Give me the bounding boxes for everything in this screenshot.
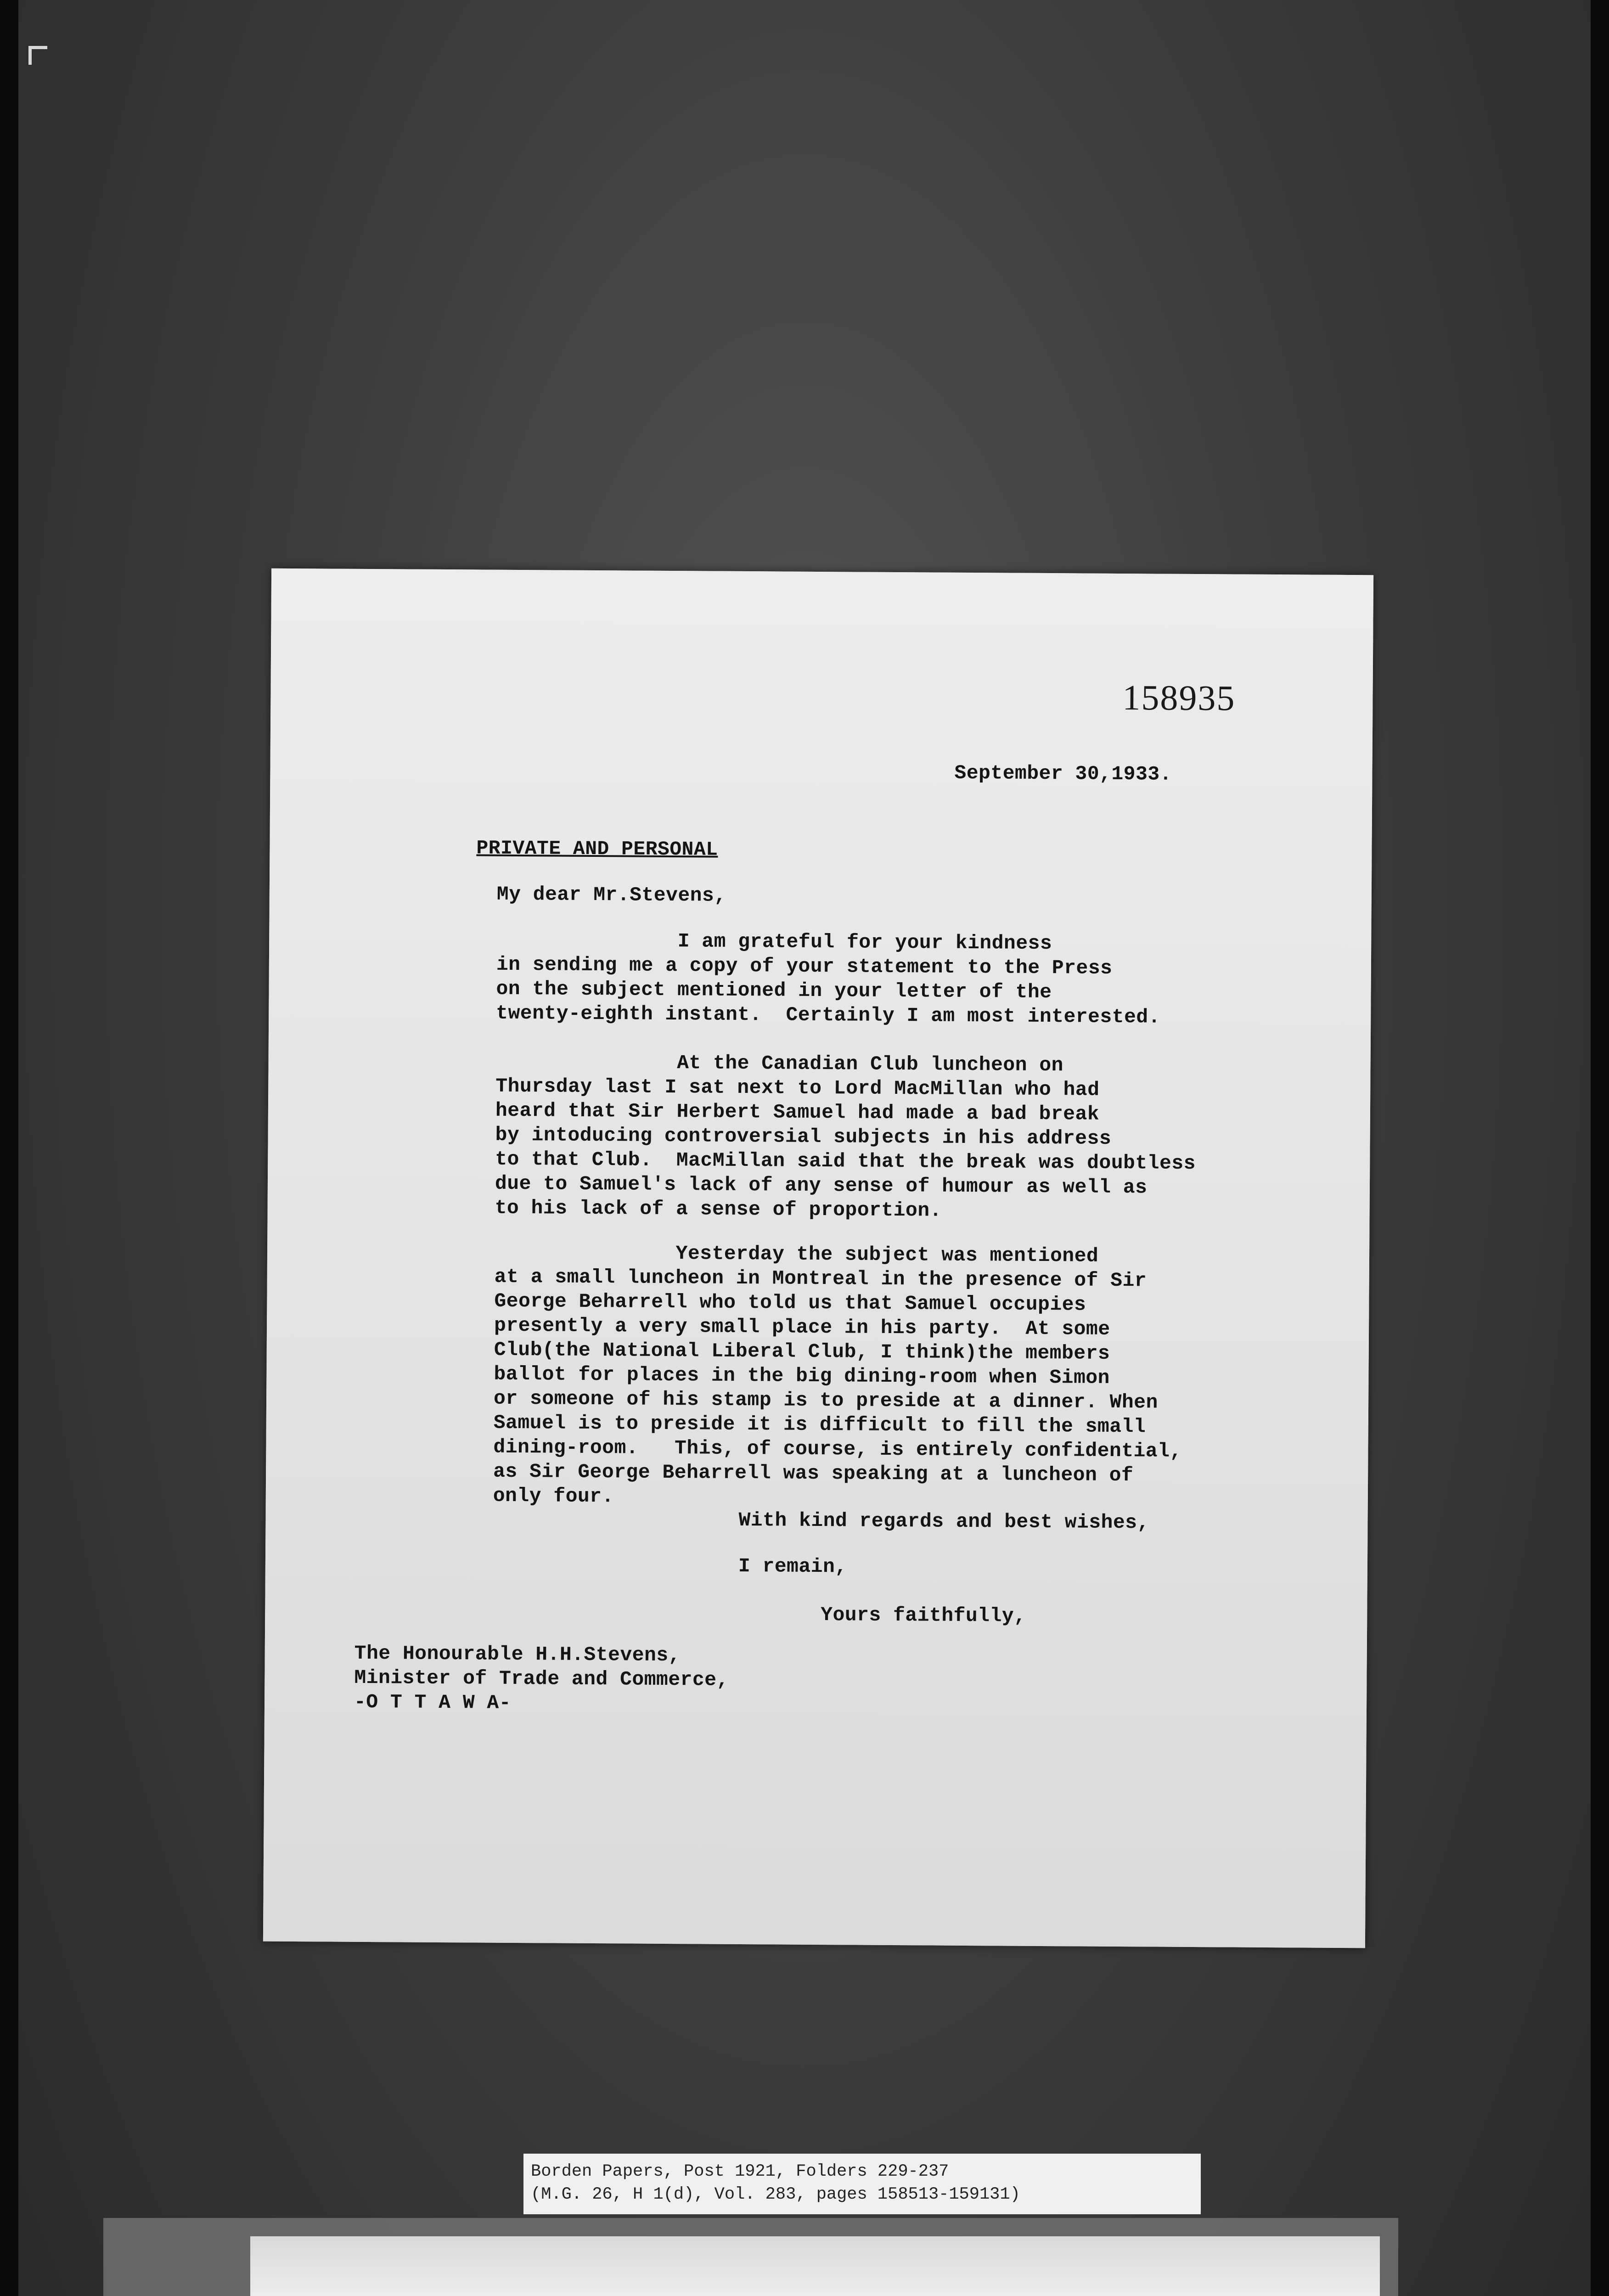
letter-sheet	[263, 568, 1373, 1948]
corner-crop-mark	[28, 46, 47, 65]
recipient-address: The Honourable H.H.Stevens, Minister of Trade and Commerce, -O T T A W A-	[354, 1642, 729, 1714]
letter-salutation: My dear Mr.Stevens,	[496, 883, 726, 907]
letter-paragraph: Yesterday the subject was mentioned at a small luncheon in Montreal in the presence of Sir George Beharrell who told us that Samuel occupies presently a very small place in his party. At some Club(the National Liberal Club, I think)the members ballot for places in the big dining-room when Simon or someone of his stamp is to preside at a dinner. When Samuel is to preside it is difficult to fill the small dining-room. This, of course, is entirely confidential, as Sir George Beharrell was speaking at a luncheon of only four.	[493, 1241, 1182, 1508]
film-edge-left	[0, 0, 18, 2296]
letter-date: September 30,1933.	[954, 761, 1172, 786]
document-number: 158935	[1122, 677, 1236, 718]
film-edge-right	[1591, 0, 1609, 2296]
letter-closing-remain: I remain,	[738, 1554, 847, 1578]
letter-closing-regards: With kind regards and best wishes,	[738, 1508, 1149, 1534]
letter-closing-signoff: Yours faithfully,	[821, 1604, 1026, 1627]
caption-line-1: Borden Papers, Post 1921, Folders 229-237	[531, 2162, 949, 2181]
letter-paragraph: I am grateful for your kindness in sending me a copy of your statement to the Press on the subject mentioned in your letter of the twenty-eighth instant. Certainly I am most interested.	[496, 929, 1161, 1029]
letter-paragraph: At the Canadian Club luncheon on Thursday last I sat next to Lord MacMillan who had heard that Sir Herbert Samuel had made a bad break by intoducing controversial subjects in his address to that Club. MacMillan said that the break was doubtless due to Samuel's lack of any sense of humour as well as to his lack of a sense of proportion.	[495, 1050, 1196, 1222]
reference-caption	[523, 2154, 1201, 2214]
archive-stamp-board	[250, 2236, 1380, 2296]
letter-heading: PRIVATE AND PERSONAL	[476, 837, 718, 861]
caption-line-2: (M.G. 26, H 1(d), Vol. 283, pages 158513-159131)	[531, 2185, 1020, 2204]
